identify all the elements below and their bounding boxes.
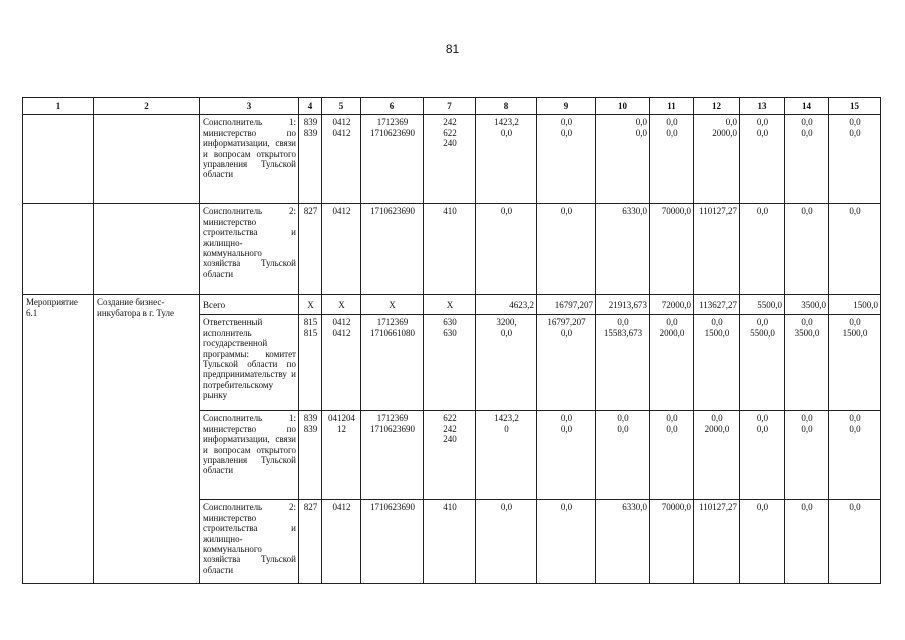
cell-value: 70000,0 bbox=[650, 204, 694, 295]
cell-value: 0,0 0,0 bbox=[650, 411, 694, 500]
header-col-7: 7 bbox=[424, 98, 476, 115]
cell-grbs: 839 839 bbox=[299, 411, 322, 500]
cell-measure-name: Создание бизнес-инкубатора в г. Туле bbox=[94, 295, 200, 584]
cell-section: 0412 0412 bbox=[322, 315, 361, 411]
cell-value: 0,0 1500,0 bbox=[829, 315, 881, 411]
cell-expense-type: 630 630 bbox=[424, 315, 476, 411]
cell-value: 0,0 0,0 bbox=[829, 411, 881, 500]
cell-expense-type: 622 242 240 bbox=[424, 411, 476, 500]
cell-measure-name bbox=[94, 115, 200, 204]
cell-executor: Соисполнитель 2: министерство строительства и жилищно-коммунального хозяйства Тульской области bbox=[200, 500, 299, 584]
cell-section: X bbox=[322, 295, 361, 315]
cell-value: 0,0 2000,0 bbox=[694, 115, 740, 204]
cell-value: 0,0 0,0 bbox=[785, 115, 829, 204]
header-col-2: 2 bbox=[94, 98, 200, 115]
cell-value: 0,0 0,0 bbox=[650, 115, 694, 204]
cell-grbs: 827 bbox=[299, 500, 322, 584]
cell-expense-type: 410 bbox=[424, 204, 476, 295]
cell-section: 041204 12 bbox=[322, 411, 361, 500]
page-number: 81 bbox=[445, 42, 460, 56]
cell-measure bbox=[23, 204, 94, 295]
cell-executor: Всего bbox=[200, 295, 299, 315]
cell-executor: Соисполнитель 1: министерство по информатизации, связи и вопросам открытого управления Тульской области bbox=[200, 411, 299, 500]
cell-value: 0,0 2000,0 bbox=[694, 411, 740, 500]
cell-value: 0,0 15583,673 bbox=[596, 315, 650, 411]
cell-value: 0,0 bbox=[537, 204, 596, 295]
cell-value: 0,0 1500,0 bbox=[694, 315, 740, 411]
cell-measure bbox=[23, 115, 94, 204]
cell-value: 3200, 0,0 bbox=[476, 315, 537, 411]
cell-section: 0412 bbox=[322, 204, 361, 295]
header-col-4: 4 bbox=[299, 98, 322, 115]
cell-value: 0,0 0,0 bbox=[829, 115, 881, 204]
cell-expense-type: X bbox=[424, 295, 476, 315]
cell-value: 0,0 0,0 bbox=[537, 115, 596, 204]
cell-target-article: 1712369 1710623690 bbox=[361, 115, 424, 204]
header-col-9: 9 bbox=[537, 98, 596, 115]
cell-grbs: X bbox=[299, 295, 322, 315]
cell-value: 0,0 0,0 bbox=[537, 411, 596, 500]
header-col-10: 10 bbox=[596, 98, 650, 115]
header-col-8: 8 bbox=[476, 98, 537, 115]
cell-value: 0,0 bbox=[476, 204, 537, 295]
header-col-1: 1 bbox=[23, 98, 94, 115]
cell-value: 0,0 bbox=[829, 500, 881, 584]
cell-target-article: 1710623690 bbox=[361, 500, 424, 584]
cell-value: 5500,0 bbox=[740, 295, 785, 315]
cell-value: 113627,27 bbox=[694, 295, 740, 315]
cell-grbs: 839 839 bbox=[299, 115, 322, 204]
cell-grbs: 827 bbox=[299, 204, 322, 295]
cell-value: 0,0 0,0 bbox=[596, 115, 650, 204]
cell-measure-name bbox=[94, 204, 200, 295]
cell-target-article: 1712369 1710623690 bbox=[361, 411, 424, 500]
header-col-6: 6 bbox=[361, 98, 424, 115]
header-col-3: 3 bbox=[200, 98, 299, 115]
cell-value: 1423,2 0,0 bbox=[476, 115, 537, 204]
cell-section: 0412 0412 bbox=[322, 115, 361, 204]
table-row bbox=[23, 115, 881, 204]
cell-target-article: 1710623690 bbox=[361, 204, 424, 295]
cell-value: 72000,0 bbox=[650, 295, 694, 315]
cell-value: 21913,673 bbox=[596, 295, 650, 315]
cell-executor: Соисполнитель 2: министерство строительства и жилищно-коммунального хозяйства Тульской области bbox=[200, 204, 299, 295]
cell-executor: Соисполнитель 1: министерство по информатизации, связи и вопросам открытого управления Тульской области bbox=[200, 115, 299, 204]
cell-value: 0,0 0,0 bbox=[740, 115, 785, 204]
header-col-11: 11 bbox=[650, 98, 694, 115]
cell-value: 1423,2 0 bbox=[476, 411, 537, 500]
cell-target-article: 1712369 1710661080 bbox=[361, 315, 424, 411]
header-col-14: 14 bbox=[785, 98, 829, 115]
cell-value: 0,0 bbox=[740, 204, 785, 295]
cell-value: 3500,0 bbox=[785, 295, 829, 315]
cell-measure: Мероприятие 6.1 bbox=[23, 295, 94, 584]
table-row bbox=[23, 295, 881, 315]
cell-executor: Ответственный исполнитель государственной программы: комитет Тульской области по предпринимательству и потребительскому рынку bbox=[200, 315, 299, 411]
cell-value: 16797,207 bbox=[537, 295, 596, 315]
cell-value: 110127,27 bbox=[694, 500, 740, 584]
cell-value: 0,0 bbox=[476, 500, 537, 584]
cell-value: 1500,0 bbox=[829, 295, 881, 315]
header-col-15: 15 bbox=[829, 98, 881, 115]
cell-value: 4623,2 bbox=[476, 295, 537, 315]
budget-table bbox=[22, 97, 881, 584]
cell-value: 6330,0 bbox=[596, 500, 650, 584]
cell-grbs: 815 815 bbox=[299, 315, 322, 411]
cell-value: 0,0 0,0 bbox=[596, 411, 650, 500]
cell-value: 0,0 3500,0 bbox=[785, 315, 829, 411]
header-col-13: 13 bbox=[740, 98, 785, 115]
cell-value: 0,0 5500,0 bbox=[740, 315, 785, 411]
cell-value: 16797,207 0,0 bbox=[537, 315, 596, 411]
cell-value: 0,0 bbox=[537, 500, 596, 584]
cell-value: 0,0 bbox=[785, 500, 829, 584]
cell-value: 0,0 bbox=[740, 500, 785, 584]
header-col-5: 5 bbox=[322, 98, 361, 115]
cell-expense-type: 242 622 240 bbox=[424, 115, 476, 204]
cell-target-article: X bbox=[361, 295, 424, 315]
header-col-12: 12 bbox=[694, 98, 740, 115]
header-row bbox=[23, 98, 881, 115]
cell-value: 0,0 bbox=[829, 204, 881, 295]
cell-value: 110127,27 bbox=[694, 204, 740, 295]
cell-value: 0,0 0,0 bbox=[740, 411, 785, 500]
table-row bbox=[23, 204, 881, 295]
cell-value: 0,0 0,0 bbox=[785, 411, 829, 500]
cell-expense-type: 410 bbox=[424, 500, 476, 584]
cell-value: 6330,0 bbox=[596, 204, 650, 295]
cell-value: 70000,0 bbox=[650, 500, 694, 584]
cell-value: 0,0 2000,0 bbox=[650, 315, 694, 411]
cell-value: 0,0 bbox=[785, 204, 829, 295]
cell-section: 0412 bbox=[322, 500, 361, 584]
